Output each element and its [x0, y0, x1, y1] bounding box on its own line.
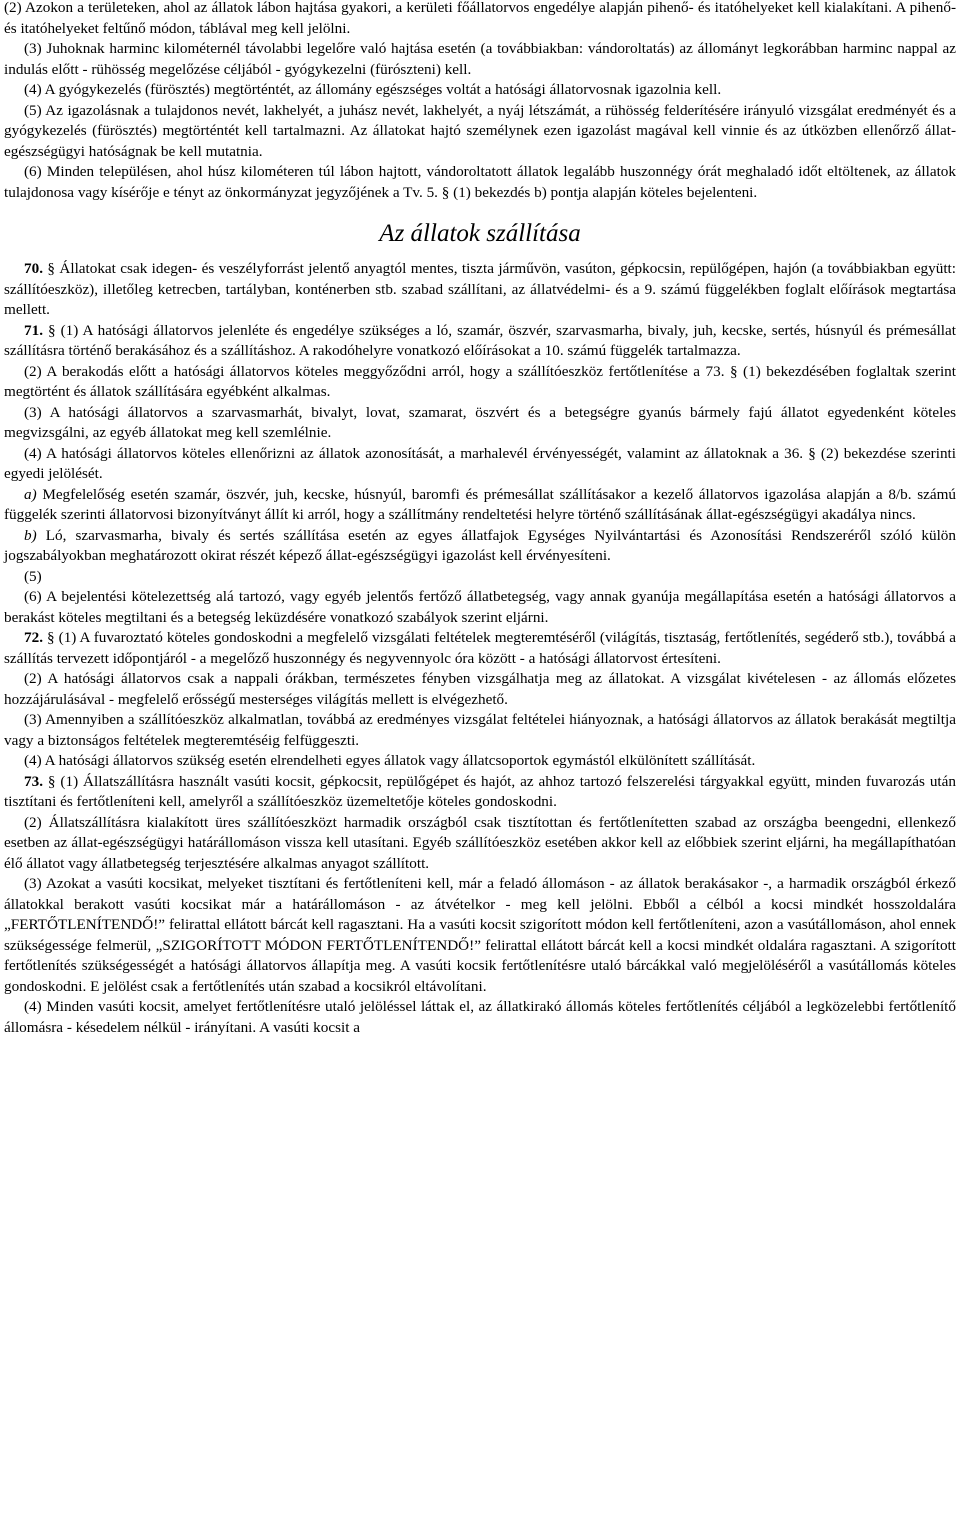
section-73-4: (4) Minden vasúti kocsit, amelyet fertőtlenítésre utaló jelöléssel láttak el, az állatkirakó állomás köteles fertőtlenítés céljából a legközelebbi fertőtlenítő állomásra - késedelem nélkül - irányítani. A vasúti kocsit a — [4, 998, 956, 1036]
section-number: 70. — [24, 260, 43, 277]
section-71-4: (4) A hatósági állatorvos köteles ellenőrizni az állatok azonosítását, a marhalevél érvényességét, valamint az állatoknak a 36. § (2) bekezdése szerinti egyedi jelölését. — [4, 444, 956, 482]
section-73-1 — [4, 772, 956, 813]
paragraph-69-3: (3) Juhoknak harminc kilométernél távolabbi legelőre való hajtása esetén (a továbbiakban: vándoroltatás) az állományt legkorábban harminc nappal az indulás előtt - rühösség megelőzése céljából - gyógykezelni (fürószteni) kell. — [4, 40, 956, 78]
point-text: Megfelelőség esetén szamár, öszvér, juh, kecske, húsnyúl, baromfi és prémesállat szállításakor a kezelő állatorvos igazolása alapján a 8/b. számú függelék szerinti állatorvosi bizonyítványt állít ki arról, hogy a szállítmány rendeltetési helyre történő szállításának állat-egészségügyi akadálya nincs. — [4, 485, 956, 523]
point-label: a) — [24, 485, 37, 503]
section-number: 72. — [24, 629, 43, 646]
paragraph-69-2: (2) Azokon a területeken, ahol az állatok lábon hajtása gyakori, a kerületi főállatorvos engedélye alapján pihenő- és itatóhelyeket kell kialakítani. A pihenő- és itatóhelyeket feltűnő módon, táblával meg kell jelölni. — [4, 0, 956, 37]
point-text: Ló, szarvasmarha, bivaly és sertés szállítása esetén az egyes állatfajok Egységes Nyilvántartási és Azonosítási Rendszeréről szóló külön jogszabályokban meghatározott okirat részét képező állat-egészségügyi igazolást kell érvényesíteni. — [4, 526, 956, 564]
section-71-2: (2) A berakodás előtt a hatósági állatorvos köteles meggyőződni arról, hogy a szállítóeszköz fertőtlenítése a 73. § (1) bekezdésében foglaltak szerint megtörtént és állatok szállítására egyébként alkalmas. — [4, 362, 956, 400]
section-71-4-b — [4, 526, 956, 567]
section-72-1 — [4, 628, 956, 669]
section-71-4-a — [4, 485, 956, 526]
section-71-6: (6) A bejelentési kötelezettség alá tartozó, vagy egyéb jelentős fertőző állatbetegség, vagy annak gyanúja megállapítása esetén a hatósági állatorvos a berakást köteles megtiltani és a betegség leküzdésére vonatkozó szabályok szerint eljárni. — [4, 588, 956, 626]
paragraph-69-4: (4) A gyógykezelés (fürösztés) megtörténtét, az állomány egészséges voltát a hatósági állatorvosnak igazolnia kell. — [24, 81, 722, 98]
section-number: 73. — [24, 772, 43, 790]
point-label: b) — [24, 526, 37, 544]
section-text: § (1) Állatszállításra használt vasúti kocsit, gépkocsit, repülőgépet és hajót, az ahhoz tartozó felszerelési tárgyakkal együtt, minden fuvarozás után tisztítani és fertőtleníteni kell, amelyről a szállítóeszköz üzemeltetője köteles gondoskodni. — [4, 772, 956, 810]
section-text: § Állatokat csak idegen- és veszélyforrást jelentő anyagtól mentes, tiszta járművön, vasúton, gépkocsin, repülőgépen, hajón (a továbbiakban együtt: szállítóeszköz), illetőleg ketrecben, tartályban, konténerben stb. szabad szállítani, az állatvédelmi- és a 9. számú függelékben foglalt előírások megtartása mellett. — [4, 260, 956, 318]
section-72-3: (3) Amennyiben a szállítóeszköz alkalmatlan, továbbá az eredményes vizsgálat feltételei hiányoznak, a hatósági állatorvos az állatok berakását megtiltja vagy a biztonságos feltételek megteremtéséig felfüggeszti. — [4, 711, 956, 749]
section-72-2: (2) A hatósági állatorvos csak a nappali órákban, természetes fényben vizsgálhatja meg az állatokat. A vizsgálat kivételesen - az állomás előzetes hozzájárulásával - megfelelő erősségű mesterséges világítás mellett is elvégezhető. — [4, 670, 956, 708]
section-text: § (1) A fuvaroztató köteles gondoskodni a megfelelő vizsgálati feltételek megteremtéséről (világítás, tisztaság, fertőtlenítés, segéderő stb.), továbbá a szállítás tervezett időpontjáról - a megelőző huszonnégy és negyvennyolc óra között - a hatósági állatorvost értesíteni. — [4, 629, 956, 667]
paragraph-69-6: (6) Minden településen, ahol húsz kilométeren túl lábon hajtott, vándoroltatott állatok legalább huszonnégy órát meghaladó időt eltöltenek, az állatok tulajdonosa vagy kísérője e tényt az önkormányzat jegyzőjének a Tv. 5. § (1) bekezdés b) pontja alapján köteles bejelenteni. — [4, 163, 956, 201]
section-72-4: (4) A hatósági állatorvos szükség esetén elrendelheti egyes állatok vagy állatcsoportok egymástól elkülönített szállítását. — [24, 752, 756, 769]
section-70 — [4, 259, 956, 321]
section-73-2: (2) Állatszállításra kialakított üres szállítóeszközt harmadik országból csak tisztítottan és fertőtlenítetten szabad az országba beengedni, ellenkező esetben az állat-egészségügyi határállomáson vissza kell utasítani. Egyéb szállítóeszköz esetében akkor kell az előbbiek szerint eljárni, ha megállapíthatóan élő állatot vagy állatbetegség terjesztésére alkalmas anyagot szállított. — [4, 813, 956, 872]
section-73-3: (3) Azokat a vasúti kocsikat, melyeket tisztítani és fertőtleníteni kell, már a feladó állomáson - az állatok berakásakor -, a harmadik országból érkező állatokkal berakott vasúti kocsikat már a határállomáson - az átvételkor - meg kell jelölni. Ebből a célból a kocsi mindkét hosszoldalára „FERTŐTLENÍTENDŐ!” felirattal ellátott bárcát kell ragasztani. Ha a vasúti kocsit szigorított módon kell fertőtleníteni, azon a vasútállomáson, ahol ennek szükségessége felmerül, „SZIGORÍTOTT MÓDON FERTŐTLENÍTENDŐ!” felirattal ellátott bárcát kell a kocsi mindkét oldalára ragasztani. A szigorított fertőtlenítés szükségességét a hatósági állatorvos állapítja meg. A vasúti kocsik fertőtlenítésre utaló bárcákkal való megjelöléséről a vasútállomás köteles gondoskodni. E jelölést csak a fertőtlenítés után szabad a kocsikról eltávolítani. — [4, 875, 956, 995]
paragraph-69-5: (5) Az igazolásnak a tulajdonos nevét, lakhelyét, a juhász nevét, lakhelyét, a nyáj létszámát, a rühösség felderítésére irányuló vizsgálat eredményét és a gyógykezelés (fürösztés) megtörténtét kell tartalmazni. Az állatokat hajtó személynek ezen igazolást magával kell vinnie és az útközben ellenőrző állat-egészségügyi hatóságnak be kell mutatnia. — [4, 101, 956, 160]
section-text: § (1) A hatósági állatorvos jelenléte és engedélye szükséges a ló, szamár, öszvér, szarvasmarha, bivaly, juh, kecske, sertés, húsnyúl és prémesállat szállításra történő berakásához és a szállításhoz. A rakodóhelyre vonatkozó előírásokat a 10. számú függelék tartalmazza. — [4, 321, 956, 359]
section-number: 71. — [24, 321, 43, 339]
section-71-5: (5) — [24, 567, 42, 585]
section-71-1 — [4, 321, 956, 362]
section-heading: Az állatok szállítása — [379, 220, 581, 247]
section-71-3: (3) A hatósági állatorvos a szarvasmarhát, bivalyt, lovat, szamarat, öszvért és a betegségre gyanús bármely fajú állatot egyedenként köteles megvizsgálni, az egyéb állatokat meg kell szemlélnie. — [4, 403, 956, 441]
